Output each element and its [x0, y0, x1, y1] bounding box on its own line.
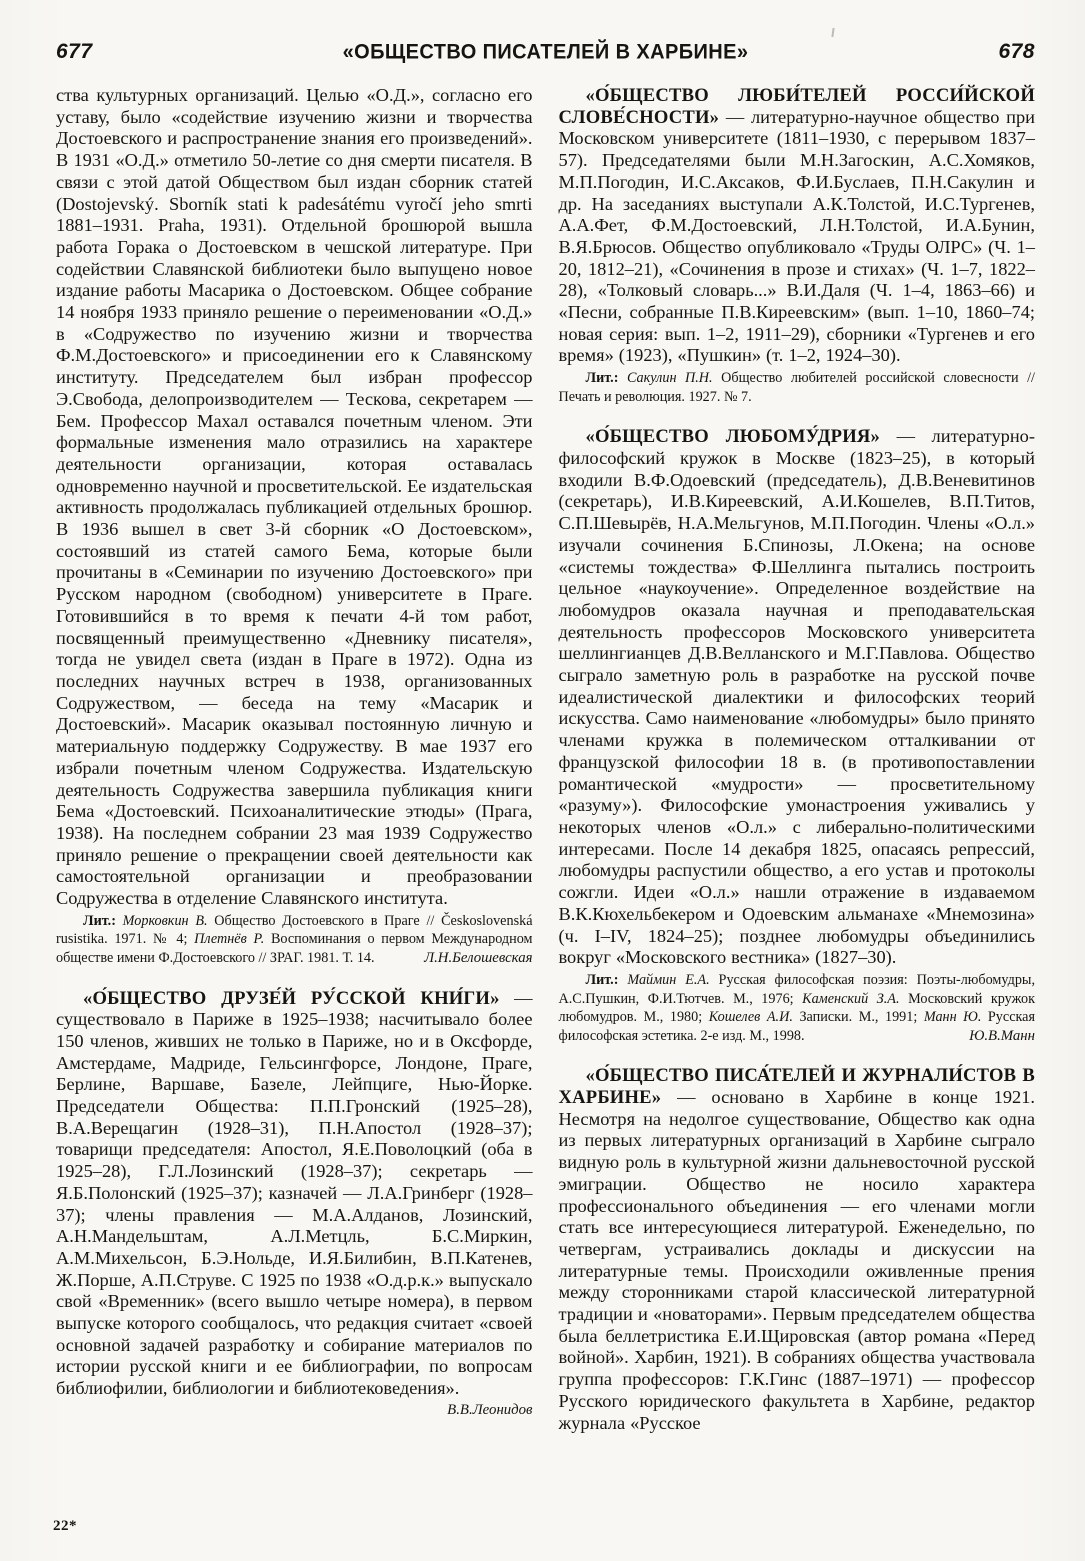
author-signature: В.В.Леонидов: [447, 1401, 533, 1418]
article-friends-of-russian-book: [56, 987, 533, 1418]
page-footer-note: 22*: [53, 1518, 77, 1534]
lit-label: Лит.:: [83, 912, 123, 929]
lit-author: Кошелев А.И.: [708, 1009, 793, 1026]
lit-author: Каменский З.А.: [802, 990, 900, 1007]
literature-line: [559, 971, 1036, 1045]
literature-line: [56, 912, 533, 968]
body-text: — литературно-философский кружок в Москве (1823–25), в который входили В.Ф.Одоевский (председатель), Д.В.Веневитинов (секретарь), И.В.Киреевский, А.И.Кошелев, В.П.Титов, С.П.Шевырёв, Н.А.Мельгунов, М.П.Погодин. Члены «О.л.» изучали сочинения Б.Спинозы, Л.Окена; на основе «системы тождества» Ф.Шеллинга пытались построить цельное «наукоучение». Определенное воздействие на любомудров оказала научная и преподавательская деятельность профессоров Московского университета шеллингианцев Д.В.Велланского и М.Г.Павлова. Общество сыграло заметную роль в разработке на русской почве идеалистической диалектики и философских теорий искусства. Само наименование «любомудры» было принято членами кружка в полемическом отталкивании от французской философии 18 в. (в противопоставлении романтической «мудрости» — просветительному «разуму»). Философские умонастроения уживались у некоторых членов «О.л.» с либерально-политическими интересами. После 14 декабря 1825, опасаясь репрессий, любомудры распустили общество, а его устав и протоколы сожгли. Идеи «О.л.» нашли отражение в издаваемом В.К.Кюхельбекером и Одоевским альманахе «Мнемозина» (ч. I–IV, 1824–25); позднее любомудры объединились вокруг «Московского вестника» (1827–30).: [558, 426, 1036, 968]
body-text: — основано в Харбине в конце 1921. Несмотря на недолгое существование, Общество как одна из первых литературных организаций в Харбине сыграло видную роль в культурной жизни дальневосточной русской эмиграции. Общество не носило характера профессионального объединения — его членами могли стать все интересующиеся литературой. Еженедельно, по четвергам, устраивались доклады и дискуссии на литературные темы. Происходили оживленные прения между сторонниками старой классической литературной традиции и «новаторами». Первым председателем общества была беллетристика Е.И.Щировская (автор романа «Перед войной». Харбин, 1921). В собраниях общества участвовала группа профессоров: Г.К.Гинс (1887–1971) — профессор Русского юридического факультета в Харбине, редактор журнала «Русское: [558, 1086, 1036, 1433]
article-body: [559, 426, 1036, 969]
body-text: ства культурных организаций. Целью «О.Д.», согласно его уставу, было «содействие изучению жизни и творчества Достоевского и распространение знания его произведений». В 1931 «О.Д.» отметило 50-летие со дня смерти писателя. В связи с этой датой Обществом был издан сборник статей (Dostojevský. Sborník stati k padesátému vyročí jeho smrti 1881–1931. Praha, 1931). Отдельной брошюрой вышла работа Горака о Достоевском в чешской литературе. При содействии Славянской библиотеки было выпущено новое издание работы Масарика о Достоевском. Общее собрание 14 ноября 1933 приняло решение о переименовании «О.Д.» в «Содружество по изучению жизни и творчества Ф.М.Достоевского» и присоединении его к Славянскому институту. Председателем был избран профессор Э.Свобода, делопроизводителем — Тескова, секретарем — Бем. Профессор Махал оставался почетным членом. Эти формальные изменения мало отразились на характере деятельности организации, которая оставалась одновременно научной и просветительской. Ее издательская активность продолжалась публикацией отдельных брошюр. В 1936 вышел в свет 3-й сборник «О Достоевском», состоявший из статей самого Бема, которые были прочитаны в «Семинарии по изучению Достоевского» при Русском народном (свободном) университете в Праге. Готовившийся в то время к печати 4-й том работ, посвященный преимущественно «Дневнику писателя», тогда не увидел света (издан в Праге в 1972). Одна из последних научных встреч в 1938, организованных Содружеством, — беседа на тему «Масарик и Достоевский». Масарик оказывал постоянную личную и материальную поддержку Содружеству. В мае 1937 его избрали почетным членом Содружества. Издательскую деятельность Содружества завершила публикация книги Бема «Достоевский. Психоаналитические этюды» (Прага, 1938). На последнем собрании 23 мая 1939 Содружество приняло решение о прекращении своей деятельности как самостоятельной организации и преобразовании Содружества в отделение Славянского института.: [56, 85, 533, 909]
article-body: [56, 85, 533, 910]
page-header: [56, 40, 1035, 64]
scan-speck: [831, 28, 834, 37]
entry-title: «О́БЩЕСТВО ЛЮБИ́ТЕЛЕЙ РОССИ́ЙСКОЙ СЛОВЕ́СНОСТИ»: [558, 85, 1035, 128]
article-dostoevsky-society-continuation: [56, 85, 533, 968]
article-body: [559, 1065, 1036, 1434]
lit-author: Морковкин В.: [122, 912, 208, 929]
lit-text: Общество любителей российской словесности // Печать и революция. 1927. № 7.: [558, 370, 1035, 405]
body-text: — литературно-научное общество при Московском университете (1811–1930, с перерывом 1837–57). Председателями были М.Н.Загоскин, А.С.Хомяков, М.П.Погодин, И.С.Аксаков, Ф.И.Буслаев, П.Н.Сакулин и др. На заседаниях выступали А.К.Толстой, И.С.Тургенев, А.А.Фет, Ф.М.Достоевский, Л.Н.Толстой, И.А.Бунин, В.Я.Брюсов. Общество опубликовало «Труды ОЛРС» (Ч. 1–20, 1812–21), «Сочинения в прозе и стихах» (Ч. 1–7, 1822–28), «Толковый словарь...» В.И.Даля (Ч. 1–4, 1863–66) и «Песни, собранные П.В.Киреевским» (вып. 1–10, 1860–74; новая серия: вып. 1–2, 1911–29), сборники «Тургенев и его время» (1923), «Пушкин» (т. 1–2, 1924–30).: [558, 106, 1036, 366]
article-lovers-of-russian-letters: [559, 85, 1036, 406]
lit-text: Русская философская поэзия: Поэты-любомудры, А.С.Пушкин, Ф.И.Тютчев. М., 1976;: [558, 971, 1035, 1007]
article-body: [56, 987, 533, 1418]
lit-text: Русская философская эстетика. 2-е изд. М., 1998.: [558, 1009, 1035, 1044]
lit-text: Общество Достоевского в Праге // Československá rusistika. 1971. № 4;: [56, 912, 533, 948]
lit-author: Плетнёв Р.: [194, 931, 265, 948]
lit-text: Записки. М., 1991;: [792, 1009, 924, 1026]
entry-title: «О́БЩЕСТВО ПИСА́ТЕЛЕЙ И ЖУРНАЛИ́СТОВ В ХАРБИНЕ»: [558, 1065, 1035, 1108]
page-number-left: 677: [56, 40, 93, 63]
right-column: [559, 85, 1036, 1434]
page-number-right: 678: [998, 40, 1035, 63]
lit-author: Сакулин П.Н.: [626, 370, 713, 387]
author-signature: Л.Н.Белошевская: [424, 949, 533, 966]
lit-text: Московский кружок любомудров. М., 1980;: [558, 990, 1036, 1026]
article-writers-journalists-harbin: [559, 1065, 1036, 1434]
lit-author: Маймин Е.А.: [627, 971, 710, 988]
article-lyubomudriya-society: [559, 426, 1036, 1045]
running-title: «ОБЩЕСТВО ПИСАТЕЛЕЙ В ХАРБИНЕ»: [342, 40, 749, 64]
lit-text: Воспоминания о первом Международном обществе имени Ф.Достоевского // ЗРАГ. 1981. Т. 14.: [56, 931, 533, 966]
lit-author: Манн Ю.: [923, 1009, 982, 1026]
article-body: [559, 85, 1036, 367]
literature-line: [559, 369, 1036, 406]
entry-title: «О́БЩЕСТВО ЛЮБОМУ́ДРИЯ»: [585, 426, 880, 448]
author-signature: Ю.В.Манн: [969, 1027, 1035, 1044]
lit-label: Лит.:: [585, 370, 627, 387]
entry-title: «О́БЩЕСТВО ДРУЗЕ́Й РУ́ССКОЙ КНИ́ГИ»: [83, 987, 500, 1009]
body-text: — существовало в Париже в 1925–1938; насчитывало более 150 членов, живших не только в Париже, но и в Оксфорде, Амстердаме, Мадриде, Гельсингфорсе, Лондоне, Праге, Берлине, Варшаве, Базеле, Лейпциге, Нью-Йорке. Председатели Общества: П.П.Гронский (1925–28), В.А.Верещагин (1928–31), П.Н.Апостол (1928–37); товарищи председателя: Апостол, Я.Е.Поволоцкий (оба в 1925–28), Г.Л.Лозинский (1928–37); секретарь — Я.Б.Полонский (1925–37); казначей — Л.А.Гринберг (1928–37); члены правления — М.А.Алданов, Лозинский, А.Н.Мандельштам, А.Л.Метцль, Б.С.Миркин, А.М.Михельсон, Б.Э.Нольде, И.Я.Билибин, В.П.Катенев, Ж.Порше, А.П.Струве. С 1925 по 1938 «О.д.р.к.» выпускало свой «Временник» (всего вышло четыре номера), в первом выпуске которого сообщалось, что редакция считает «своей основной задачей разработку и собирание материалов по истории русской книги и ее библиографии, по вопросам библиофилии, библиологии и библиотековедения».: [56, 987, 533, 1399]
lit-label: Лит.:: [585, 971, 628, 988]
left-column: [56, 85, 533, 1434]
two-column-text: [56, 85, 1035, 1434]
